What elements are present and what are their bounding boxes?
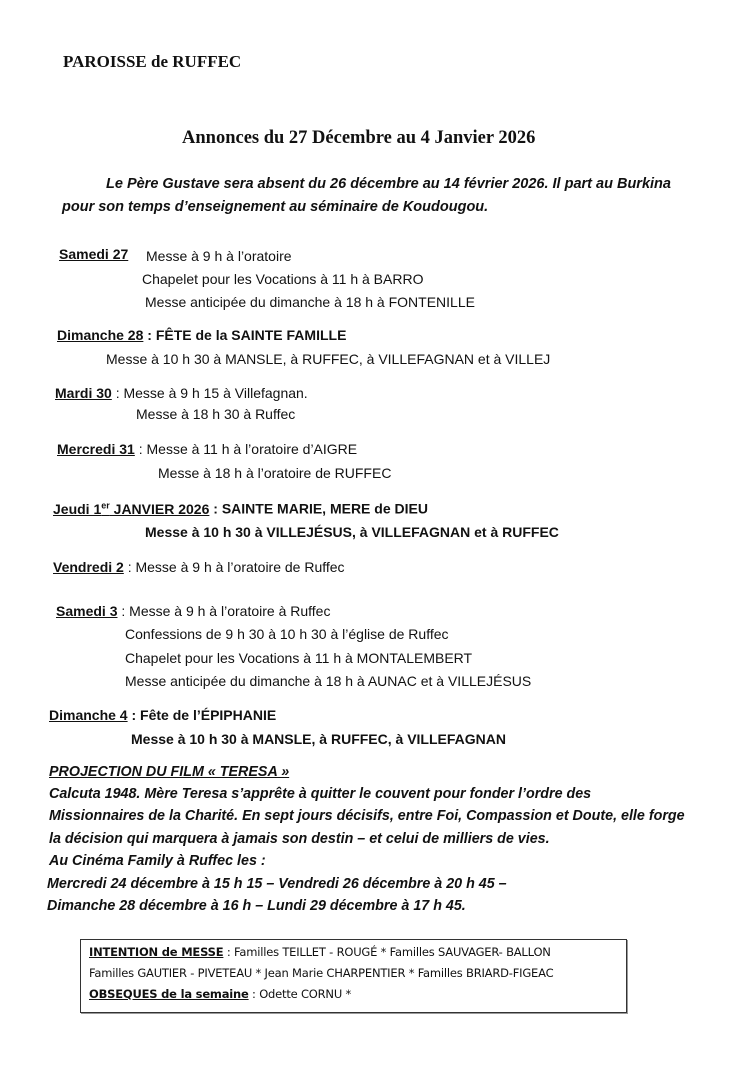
day-label: Samedi 3: [56, 603, 118, 619]
feast-heading: FÊTE de la SAINTE FAMILLE: [155, 327, 347, 343]
day-label: Mardi 30: [55, 385, 112, 401]
schedule-line: Messe à 10 h 30 à MANSLE, à RUFFEC, à VILLEFAGNAN et à VILLEJ: [106, 351, 551, 367]
day-label: Jeudi 1er JANVIER 2026: [53, 500, 210, 517]
film-line: Missionnaires de la Charité. En sept jours décisifs, entre Foi, Compassion et Doute, elle forge: [49, 808, 685, 824]
schedule-line: Messe à 10 h 30 à MANSLE, à RUFFEC, à VILLEFAGNAN: [131, 731, 506, 747]
day-label: Vendredi 2: [53, 559, 124, 575]
separator: :: [127, 707, 141, 723]
notice-box: [80, 939, 627, 1013]
film-screening-dates: Dimanche 28 décembre à 16 h – Lundi 29 décembre à 17 h 45.: [47, 898, 466, 914]
separator: :: [143, 327, 156, 343]
schedule-entry-dimanche-4: [49, 707, 276, 723]
parish-name: PAROISSE de RUFFEC: [63, 52, 242, 71]
schedule-line: Messe à 11 h à l’oratoire d’AIGRE: [146, 441, 358, 457]
schedule-line: Messe anticipée du dimanche à 18 h à AUNAC et à VILLEJÉSUS: [125, 673, 532, 689]
feast-heading: SAINTE MARIE, MERE de DIEU: [221, 500, 428, 517]
day-label: Mercredi 31: [57, 441, 135, 457]
page-title: Annonces du 27 Décembre au 4 Janvier 2026: [182, 128, 536, 148]
separator: :: [117, 603, 130, 619]
schedule-entry-mardi-30: [55, 385, 308, 401]
intention-label: INTENTION de MESSE: [89, 945, 224, 959]
schedule-line: Messe anticipée du dimanche à 18 h à FONTENILLE: [145, 294, 475, 310]
schedule-entry-samedi-27: [59, 246, 128, 262]
separator: :: [111, 385, 124, 401]
schedule-entry-vendredi-2: [53, 559, 345, 575]
separator: :: [123, 559, 136, 575]
film-line: Au Cinéma Family à Ruffec les :: [49, 853, 266, 869]
separator: :: [209, 500, 222, 517]
obseques-line: OBSEQUES de la semaine : Odette CORNU *: [89, 987, 352, 1001]
schedule-entry-jeudi-1: [53, 500, 428, 517]
film-line: Calcuta 1948. Mère Teresa s’apprête à quitter le couvent pour fonder l’ordre des: [49, 786, 592, 802]
intro-line-1: Le Père Gustave sera absent du 26 décembre au 14 février 2026. Il part au Burkina: [106, 176, 671, 192]
schedule-line: Chapelet pour les Vocations à 11 h à BARRO: [142, 271, 424, 287]
schedule-entry-samedi-3: [56, 603, 330, 619]
schedule-line: Messe à 9 h 15 à Villefagnan.: [123, 385, 308, 401]
intention-names: Familles TEILLET - ROUGÉ * Familles SAUVAGER- BALLON: [234, 945, 551, 959]
schedule-line: Messe à 9 h à l’oratoire à Ruffec: [129, 603, 331, 619]
schedule-line: Messe à 18 h à l’oratoire de RUFFEC: [158, 465, 392, 481]
day-label: Dimanche 4: [49, 707, 128, 723]
schedule-entry-dimanche-28: [57, 327, 346, 343]
film-screening-dates: Mercredi 24 décembre à 15 h 15 – Vendredi 26 décembre à 20 h 45 –: [47, 876, 507, 892]
schedule-line: Messe à 9 h à l’oratoire: [146, 248, 292, 264]
intention-line-2: Familles GAUTIER - PIVETEAU * Jean Marie CHARPENTIER * Familles BRIARD-FIGEAC: [89, 966, 554, 980]
schedule-line: Chapelet pour les Vocations à 11 h à MONTALEMBERT: [125, 650, 473, 666]
schedule-line: Confessions de 9 h 30 à 10 h 30 à l’église de Ruffec: [125, 626, 449, 642]
day-label: Samedi 27: [59, 246, 129, 262]
separator: :: [134, 441, 147, 457]
intro-line-2: pour son temps d’enseignement au séminaire de Koudougou.: [62, 199, 489, 215]
day-label: Dimanche 28: [57, 327, 144, 343]
ordinal-suffix: er: [101, 500, 110, 510]
schedule-line: Messe à 18 h 30 à Ruffec: [136, 406, 296, 422]
feast-heading: Fête de l’ÉPIPHANIE: [140, 707, 277, 723]
schedule-line: Messe à 10 h 30 à VILLEJÉSUS, à VILLEFAGNAN et à RUFFEC: [145, 524, 559, 540]
film-line: la décision qui marquera à jamais son destin – et celui de milliers de vies.: [49, 831, 550, 847]
intention-line-1: INTENTION de MESSE : Familles TEILLET - ROUGÉ * Familles SAUVAGER- BALLON: [89, 945, 551, 959]
schedule-entry-mercredi-31: [57, 441, 357, 457]
film-heading: PROJECTION DU FILM « TERESA »: [49, 764, 290, 780]
obseques-value: Odette CORNU *: [259, 987, 352, 1001]
obseques-label: OBSEQUES de la semaine: [89, 987, 249, 1001]
schedule-line: Messe à 9 h à l’oratoire de Ruffec: [135, 559, 345, 575]
